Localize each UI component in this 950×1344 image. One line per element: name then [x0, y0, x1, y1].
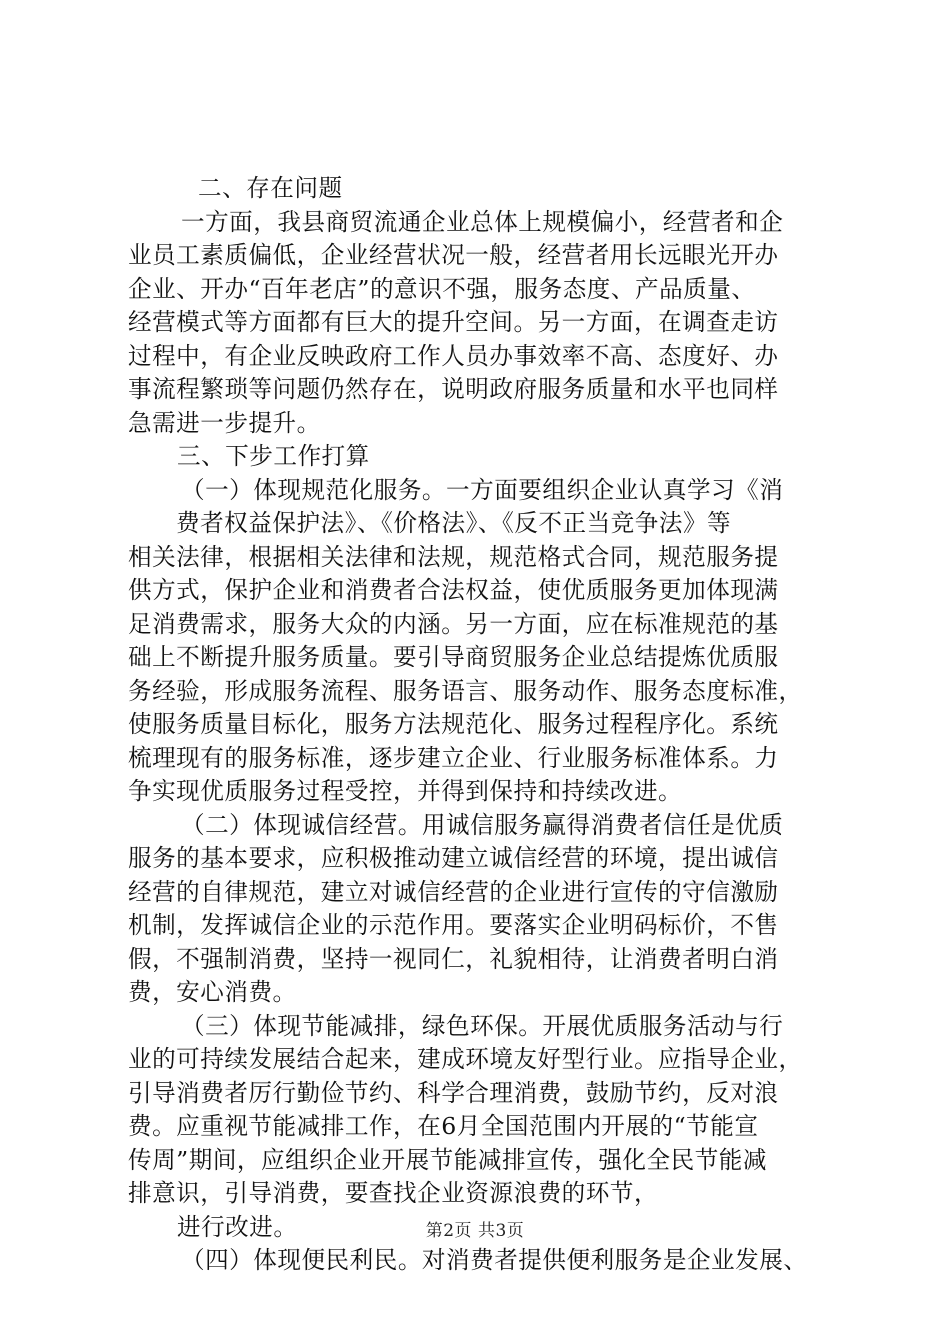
text-line: 传周”期间，应组织企业开展节能减排宣传，强化全民节能减 — [128, 1145, 767, 1174]
text-line: 务经验，形成服务流程、服务语言、服务动作、服务态度标准， — [128, 676, 803, 705]
text-line: 经营的自律规范，建立对诚信经营的企业进行宣传的守信激励 — [128, 877, 779, 906]
text-line: 足消费需求，服务大众的内涵。另一方面，应在标准规范的基 — [128, 609, 779, 638]
text-line: 费，安心消费。 — [128, 978, 297, 1006]
text-line: 事流程繁琐等问题仍然存在，说明政府服务质量和水平也同样 — [128, 375, 779, 403]
text-line: （三）体现节能减排，绿色环保。开展优质服务活动与行 — [181, 1011, 784, 1040]
text-line: 一方面，我县商贸流通企业总体上规模偏小，经营者和企 — [181, 207, 784, 236]
text-line: 相关法律，根据相关法律和法规，规范格式合同，规范服务提 — [128, 542, 779, 571]
text-line: 进行改进。 — [177, 1212, 298, 1241]
text-line: 二、存在问题 — [198, 174, 343, 202]
text-line: 机制，发挥诚信企业的示范作用。要落实企业明码标价，不售 — [128, 911, 779, 939]
text-line: （二）体现诚信经营。用诚信服务赢得消费者信任是优质 — [181, 810, 784, 839]
text-line: 费者权益保护法》、《价格法》、《反不正当竞争法》等 — [176, 509, 732, 537]
text-line: 业的可持续发展结合起来，建成环境友好型行业。应指导企业， — [128, 1045, 803, 1073]
text-line: 业员工素质偏低，企业经营状况一般，经营者用长远眼光开办 — [128, 241, 779, 269]
text-line: 假，不强制消费，坚持一视同仁，礼貌相待，让消费者明白消 — [128, 944, 779, 973]
text-line: 费。应重视节能减排工作，在6月全国范围内开展的“节能宣 — [128, 1112, 759, 1140]
text-line: 企业、开办“百年老店”的意识不强，服务态度、产品质量、 — [128, 274, 756, 303]
text-line: 三、下步工作打算 — [177, 442, 370, 470]
text-line: 服务的基本要求，应积极推动建立诚信经营的环境，提出诚信 — [128, 844, 779, 872]
text-line: 排意识，引导消费，要查找企业资源浪费的环节， — [128, 1179, 659, 1207]
text-line: 过程中，有企业反映政府工作人员办事效率不高、态度好、办 — [128, 341, 779, 370]
text-line: 供方式，保护企业和消费者合法权益，使优质服务更加体现满 — [128, 576, 779, 604]
text-line: 争实现优质服务过程受控，并得到保持和持续改进。 — [128, 777, 683, 805]
text-line: 使服务质量目标化，服务方法规范化、服务过程程序化。系统 — [128, 710, 779, 738]
text-line: （四）体现便民利民。对消费者提供便利服务是企业发展、 — [181, 1246, 808, 1274]
text-line: 础上不断提升服务质量。要引导商贸服务企业总结提炼优质服 — [128, 643, 779, 671]
page-footer: 第2页 共3页 — [425, 1221, 525, 1241]
text-line: 引导消费者厉行勤俭节约、科学合理消费，鼓励节约，反对浪 — [128, 1078, 779, 1107]
text-line: 急需进一步提升。 — [128, 408, 321, 437]
text-line: 经营模式等方面都有巨大的提升空间。另一方面，在调查走访 — [128, 308, 779, 336]
text-line: 梳理现有的服务标准，逐步建立企业、行业服务标准体系。力 — [128, 743, 779, 772]
document-body — [128, 172, 844, 1278]
text-line: （一）体现规范化服务。一方面要组织企业认真学习《消 — [181, 475, 784, 504]
